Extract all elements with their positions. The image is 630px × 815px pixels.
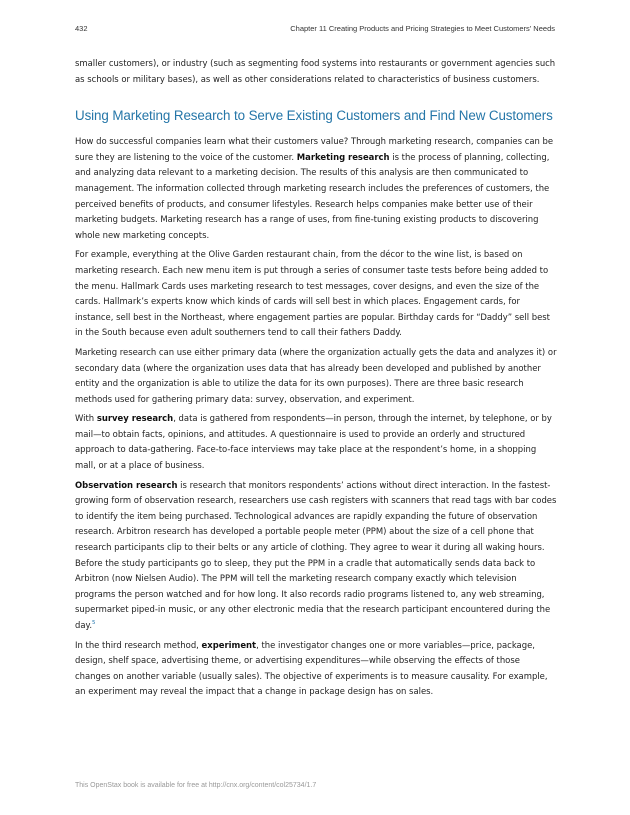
key-term-survey-research: survey research: [96, 413, 174, 424]
page-footer: This OpenStax book is available for free at http://cnx.org/content/col25734/1.7: [75, 782, 317, 789]
text-span: With: [75, 413, 97, 424]
page-content: [75, 56, 557, 704]
paragraph-primary-secondary-data: Marketing research can use either primary data (where the organization actually gets the data and analyzes it) or secondary data (where the organization uses data that has already been developed and published by another entity and the organization is able to utilize the data for its own purposes). There are three basic research methods used for gathering primary data: survey, observation, and experiment.: [75, 346, 557, 404]
paragraph-survey-research: [75, 411, 557, 473]
chapter-title: Chapter 11 Creating Products and Pricing Strategies to Meet Customers' Needs: [290, 24, 555, 33]
paragraph-experiment: [75, 638, 557, 700]
key-term-observation-research: Observation research: [75, 479, 178, 490]
text-span: is the process of planning, collecting, and analyzing data relevant to a marketing decision. The results of this analysis are then communicated to management. The information collected through marketing research includes the preferences of customers, the perceived benefits of products, and consumer lifestyles. Research helps companies make better use of their marketing budgets. Marketing research has a range of uses, from fine-tuning existing products to discovering whole new marketing concepts.: [75, 151, 550, 240]
paragraph-marketing-research: [75, 134, 557, 243]
page-number: 432: [75, 24, 88, 33]
text-span: is research that monitors respondents’ actions without direct interaction. In the fastest-growing form of observation research, researchers use cash registers with scanners that read tags with bar codes to identify the item being purchased. Technological advances are rapidly expanding the future of observation research. Arbitron research has developed a portable people meter (PPM) about the size of a cell phone that research participants clip to their belts or any article of clothing. They agree to wear it during all waking hours. Before the study participants go to sleep, they put the PPM in a cradle that automatically sends data back to Arbitron (now Nielsen Audio). The PPM will tell the marketing research company exactly which television programs the person watched and for how long. It also records radio programs listened to, any web streaming, supermarket piped-in music, or any other electronic media that the research participant encountered during the day.: [75, 479, 557, 630]
key-term-marketing-research: Marketing research: [296, 151, 390, 162]
text-span: , the investigator changes one or more variables—price, package, design, shelf space, advertising theme, or advertising expenditures—while observing the effects of those changes on another variable (usually sales). The objective of experiments is to measure causality. For example, an experiment may reveal the impact that a change in package design has on sales.: [75, 639, 548, 697]
key-term-experiment: experiment: [201, 639, 257, 650]
section-heading: Using Marketing Research to Serve Existing Customers and Find New Customers: [75, 108, 553, 124]
text-span: , data is gathered from respondents—in person, through the internet, by telephone, or by mail—to obtain facts, opinions, and attitudes. A questionnaire is used to provide an orderly and structured approach to data-gathering. Face-to-face interviews may take place at the respondent’s home, in a shopping mall, or at a place of business.: [75, 413, 552, 471]
text-span: How do successful companies learn what their customers value? Through marketing research, companies can be sure they are listening to the voice of the customer.: [75, 136, 554, 162]
paragraph-observation-research: [75, 478, 557, 634]
intro-paragraph: smaller customers), or industry (such as segmenting food systems into restaurants or government agencies such as schools or military bases), as well as other considerations related to characteristics of business customers.: [75, 58, 556, 84]
footnote-reference[interactable]: 5: [92, 620, 96, 627]
paragraph-examples: For example, everything at the Olive Garden restaurant chain, from the décor to the wine list, is based on marketing research. Each new menu item is put through a series of consumer taste tests before being added to the menu. Hallmark Cards uses marketing research to test messages, cover designs, and even the size of the cards. Hallmark’s experts know which kinds of cards will sell best in which places. Engagement cards, for instance, sell best in the Northeast, where engagement parties are popular. Birthday cards for “Daddy” sell best in the South because even adult southerners tend to call their fathers Daddy.: [75, 249, 550, 338]
text-span: In the third research method,: [75, 639, 202, 650]
